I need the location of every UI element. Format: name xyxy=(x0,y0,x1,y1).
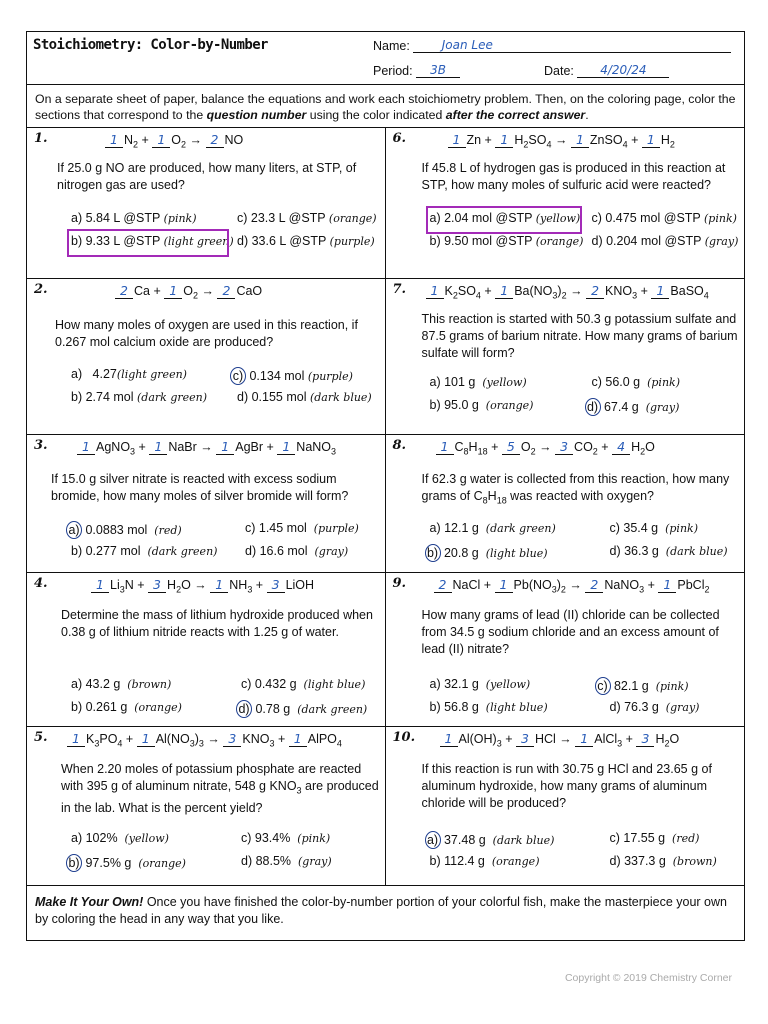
problem-row xyxy=(27,279,744,435)
answer-7d[interactable]: d) 67.4 g (gray) xyxy=(588,398,680,416)
equation-7: 1 $K_2SO_4 + 1$ $Ba(NO_3)_2 \to 2$ $KNO_3 + 1$ BaSO$_4$ xyxy=(426,283,709,301)
selected-answer-box xyxy=(67,229,229,257)
answer-3c[interactable]: c) 1.45 mol (purple) xyxy=(245,521,359,535)
answer-7c[interactable]: c) 56.0 g (pink) xyxy=(591,375,680,389)
answer-1d[interactable]: d) 33.6 L @STP (purple) xyxy=(237,234,375,248)
question-4: Determine the mass of lithium hydroxide produced when 0.38 g of lithium nitride reacts with 1.25 g of water. xyxy=(61,608,373,639)
equation-5: 1 $K_3PO_4 + 1$ $Al(NO_3)_3 \to 3$ $KNO_3 + 1$ AlPO$_4$ xyxy=(67,731,342,749)
answer-9b[interactable]: b) 56.8 g (light blue) xyxy=(429,700,548,714)
problem-9: 9. 2 NaCl + 1 $Pb(NO_3)_2 \to 2$ NaNO$_3$ + 1 PbCl$_2$ How many grams of lead (II) chloride can be collected from 34.5 g sodium chloride and an excess amount of lead (II) nitrate? a) 32.1 g (yellow) b) 56.8 g (light blue) c) 82.1 g (pink) d) 76.3 g (gray) xyxy=(386,573,745,726)
question-2: How many moles of oxygen are used in this reaction, if 0.267 mol calcium oxide are produced? xyxy=(55,318,358,349)
equation-1: 1 $N_2 + 1$ $O_2 \to 2$ NO xyxy=(105,132,243,150)
answer-4b[interactable]: b) 0.261 g (orange) xyxy=(71,700,182,714)
answer-10c[interactable]: c) 17.55 g (red) xyxy=(609,831,700,845)
answer-5b[interactable]: b) 97.5% g (orange) xyxy=(69,854,186,872)
answer-8a[interactable]: a) 12.1 g (dark green) xyxy=(429,521,556,535)
name-value[interactable]: Joan Lee xyxy=(413,38,731,53)
answer-6c[interactable]: c) 0.475 mol @STP (pink) xyxy=(591,211,737,225)
make-it-your-own: Make It Your Own! Once you have finished the color-by-number portion of your colorful fish, make the masterpiece your own by coloring the head in any way that you like. xyxy=(35,895,727,926)
problem-1: 1. 1 $N_2 + 1$ $O_2 \to 2$ NO If 25.0 g NO are produced, how many liters, at STP, of nitrogen gas are used? a) 5.84 L @STP (pink) b) 9.33 L @STP (light green) c) 23.3 L @STP (orange) d) 33.6 L @STP (purple) xyxy=(27,128,386,278)
date-field[interactable]: Date: 4/20/24 xyxy=(544,63,669,78)
question-10: If this reaction is run with 30.75 g HCl and 23.65 g of aluminum hydroxide, how many grams of aluminum chloride will be produced? xyxy=(421,762,712,810)
answer-8d[interactable]: d) 36.3 g (dark blue) xyxy=(609,544,728,558)
answer-6a[interactable]: a) 2.04 mol @STP (yellow) xyxy=(429,211,581,225)
problem-4: 4. 1 $Li_3N + 3$ $H_2O \to 1$ $NH_3 + 3$ LiOH Determine the mass of lithium hydroxide produced when 0.38 g of lithium nitride reacts with 1.25 g of water. a) 43.2 g (brown) b) 0.261 g (orange) c) 0.432 g (light blue) d) 0.78 g (dark green) xyxy=(27,573,386,726)
problem-2: 2. 2 Ca + 1 $O_2 \to 2$ CaO How many moles of oxygen are used in this reaction, if 0.267 mol calcium oxide are produced? a) 4.27(light green) b) 2.74 mol (dark green) c) 0.134 mol (purple) d) 0.155 mol (dark blue) xyxy=(27,279,386,434)
problem-10: 10. 1 $Al(OH)_3 + 3$ HCl → 1 AlCl$_3$ + 3 $H_2O$ If this reaction is run with 30.75 g HCl and 23.65 g of aluminum hydroxide, how many grams of aluminum chloride will be produced? a) 37.48 g (dark blue) b) 112.4 g (orange) c) 17.55 g (red) d) 337.3 g (brown) xyxy=(386,727,745,885)
problem-5: 5. 1 $K_3PO_4 + 1$ $Al(NO_3)_3 \to 3$ $KNO_3 + 1$ AlPO$_4$ When 2.20 moles of potassium phosphate are reacted with 395 g of aluminum nitrate, 548 g $KNO_3$ are produced in the lab. What is the percent yield? a) 102% (yellow) b) 97.5% g (orange) c) 93.4% (pink) d) 88.5% (gray) xyxy=(27,727,386,885)
answer-9c[interactable]: c) 82.1 g (pink) xyxy=(598,677,689,695)
instructions: On a separate sheet of paper, balance the equations and work each stoichiometry problem. Then, on the coloring page, color the sections that correspond to the question number using the color indicated after the correct answer. xyxy=(27,85,744,128)
worksheet-title: Stoichiometry: Color-by-Number xyxy=(33,37,268,53)
question-6: If 45.8 L of hydrogen gas is produced in this reaction at STP, how many moles of sulfuric acid were reacted? xyxy=(421,161,726,192)
question-5: When 2.20 moles of potassium phosphate are reacted with 395 g of aluminum nitrate, 548 g $KNO_3$ are produced in the lab. What is the percent yield? xyxy=(61,762,379,815)
selected-answer-box xyxy=(426,206,582,234)
date-value[interactable]: 4/20/24 xyxy=(577,63,669,78)
equation-9: 2 NaCl + 1 $Pb(NO_3)_2 \to 2$ NaNO$_3$ + 1 PbCl$_2$ xyxy=(434,577,710,595)
answer-6b[interactable]: b) 9.50 mol @STP (orange) xyxy=(429,234,584,248)
answer-1c[interactable]: c) 23.3 L @STP (orange) xyxy=(237,211,377,225)
answer-4c[interactable]: c) 0.432 g (light blue) xyxy=(241,677,366,691)
problem-row xyxy=(27,727,744,886)
answer-3b[interactable]: b) 0.277 mol (dark green) xyxy=(71,544,218,558)
answer-2d[interactable]: d) 0.155 mol (dark blue) xyxy=(237,390,372,404)
copyright: Copyright © 2019 Chemistry Corner xyxy=(564,972,732,984)
answer-2c[interactable]: c) 0.134 mol (purple) xyxy=(233,367,353,385)
problem-7: 7. 1 $K_2SO_4 + 1$ $Ba(NO_3)_2 \to 2$ $KNO_3 + 1$ BaSO$_4$ This reaction is started with 50.3 g potassium sulfate and 87.5 grams of barium nitrate. How many grams of barium sulfate will form? a) 101 g (yellow) b) 95.0 g (orange) c) 56.0 g (pink) d) 67.4 g (gray) xyxy=(386,279,745,434)
worksheet-header xyxy=(27,32,744,85)
equation-3: 1 AgNO$_3$ + 1 NaBr → 1 AgBr + 1 NaNO$_3$ xyxy=(77,439,336,457)
equation-4: 1 $Li_3N + 3$ $H_2O \to 1$ $NH_3 + 3$ LiOH xyxy=(91,577,314,595)
period-value[interactable]: 3B xyxy=(416,63,460,78)
worksheet-frame xyxy=(26,31,745,941)
answer-6d[interactable]: d) 0.204 mol @STP (gray) xyxy=(591,234,739,248)
period-field[interactable]: Period: 3B xyxy=(373,63,460,78)
name-field[interactable]: Name: Joan Lee xyxy=(373,38,731,53)
answer-4a[interactable]: a) 43.2 g (brown) xyxy=(71,677,172,691)
equation-2: 2 Ca + 1 $O_2 \to 2$ CaO xyxy=(115,283,262,301)
problem-row xyxy=(27,128,744,279)
answer-4d[interactable]: d) 0.78 g (dark green) xyxy=(239,700,367,718)
answer-1a[interactable]: a) 5.84 L @STP (pink) xyxy=(71,211,197,225)
answer-9d[interactable]: d) 76.3 g (gray) xyxy=(609,700,700,714)
answer-8c[interactable]: c) 35.4 g (pink) xyxy=(609,521,698,535)
equation-10: 1 $Al(OH)_3 + 3$ HCl → 1 AlCl$_3$ + 3 $H_2O$ xyxy=(440,731,680,749)
equation-8: 1 $C_8H_{18} + 5$ $O_2 \to 3$ $CO_2 + 4$ $H_2O$ xyxy=(436,439,655,457)
answer-8b[interactable]: b) 20.8 g (light blue) xyxy=(428,544,548,562)
answer-9a[interactable]: a) 32.1 g (yellow) xyxy=(429,677,531,691)
equation-6: 1 Zn + 1 $H_2SO_4 \to 1$ ZnSO$_4$ + 1 $H_2$ xyxy=(448,132,675,150)
problem-grid xyxy=(27,128,744,886)
question-8: If 62.3 g water is collected from this reaction, how many grams of $C_8H_{18}$ was reacted with oxygen? xyxy=(421,472,730,506)
answer-2b[interactable]: b) 2.74 mol (dark green) xyxy=(71,390,208,404)
question-3: If 15.0 g silver nitrate is reacted with excess sodium bromide, how many moles of silver bromide will form? xyxy=(51,472,349,503)
answer-10a[interactable]: a) 37.48 g (dark blue) xyxy=(428,831,555,849)
answer-7b[interactable]: b) 95.0 g (orange) xyxy=(429,398,534,412)
problem-8: 8. 1 $C_8H_{18} + 5$ $O_2 \to 3$ $CO_2 + 4$ $H_2O$ If 62.3 g water is collected from this reaction, how many grams of $C_8H_{18}$ was reacted with oxygen? a) 12.1 g (dark green) b) 20.8 g (light blue) c) 35.4 g (pink) d) 36.3 g (dark blue) xyxy=(386,435,745,572)
answer-7a[interactable]: a) 101 g (yellow) xyxy=(429,375,527,389)
question-1: If 25.0 g NO are produced, how many liters, at STP, of nitrogen gas are used? xyxy=(57,161,357,192)
answer-10b[interactable]: b) 112.4 g (orange) xyxy=(429,854,540,868)
answer-5a[interactable]: a) 102% (yellow) xyxy=(71,831,169,845)
answer-1b[interactable]: b) 9.33 L @STP (light green) xyxy=(71,234,234,248)
problem-6: 6. 1 Zn + 1 $H_2SO_4 \to 1$ ZnSO$_4$ + 1 $H_2$ If 45.8 L of hydrogen gas is produced in this reaction at STP, how many moles of sulfuric acid were reacted? a) 2.04 mol @STP (yellow) b) 9.50 mol @STP (orange) c) 0.475 mol @STP (pink) d) 0.204 mol @STP (gray) xyxy=(386,128,745,278)
problem-3: 3. 1 AgNO$_3$ + 1 NaBr → 1 AgBr + 1 NaNO$_3$ If 15.0 g silver nitrate is reacted with excess sodium bromide, how many moles of silver bromide will form? a) 0.0883 mol (red) b) 0.277 mol (dark green) c) 1.45 mol (purple) d) 16.6 mol (gray) xyxy=(27,435,386,572)
question-9: How many grams of lead (II) chloride can be collected from 34.5 g sodium chloride and an excess amount of lead (II) nitrate? xyxy=(421,608,720,656)
question-7: This reaction is started with 50.3 g potassium sulfate and 87.5 grams of barium nitrate. How many grams of barium sulfate will form? xyxy=(421,312,738,360)
answer-5d[interactable]: d) 88.5% (gray) xyxy=(241,854,332,868)
answer-3a[interactable]: a) 0.0883 mol (red) xyxy=(69,521,182,539)
answer-5c[interactable]: c) 93.4% (pink) xyxy=(241,831,331,845)
problem-row xyxy=(27,435,744,573)
answer-3d[interactable]: d) 16.6 mol (gray) xyxy=(245,544,349,558)
answer-2a[interactable]: a) 4.27(light green) xyxy=(71,367,187,381)
problem-row xyxy=(27,573,744,727)
answer-10d[interactable]: d) 337.3 g (brown) xyxy=(609,854,717,868)
